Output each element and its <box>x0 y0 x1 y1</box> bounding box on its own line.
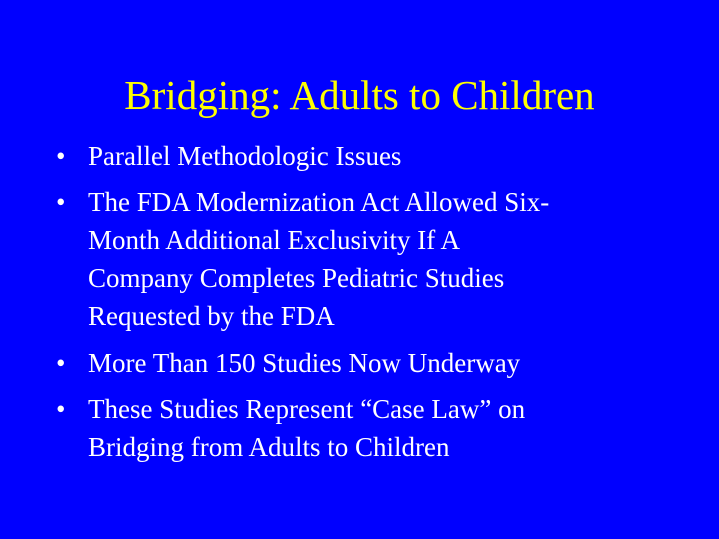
bullet-line: Bridging from Adults to Children <box>88 432 450 462</box>
bullet-icon: • <box>56 141 66 171</box>
bullet-line: Month Additional Exclusivity If A <box>88 225 460 255</box>
bullet-line: Parallel Methodologic Issues <box>88 141 402 171</box>
bullet-line: More Than 150 Studies Now Underway <box>88 348 521 378</box>
bullet-text <box>88 344 688 382</box>
bullet-line: Requested by the FDA <box>88 301 335 331</box>
bullet-line: Company Completes Pediatric Studies <box>88 263 505 293</box>
slide-title: Bridging: Adults to Children <box>124 72 595 118</box>
bullet-icon: • <box>56 187 66 217</box>
bullet-icon: • <box>56 394 66 424</box>
bullet-line: The FDA Modernization Act Allowed Six- <box>88 187 550 217</box>
bullet-text <box>88 183 688 335</box>
bullet-icon: • <box>56 348 66 378</box>
bullet-text <box>88 137 688 175</box>
bullet-text <box>88 390 688 466</box>
bullet-line: These Studies Represent “Case Law” on <box>88 394 526 424</box>
